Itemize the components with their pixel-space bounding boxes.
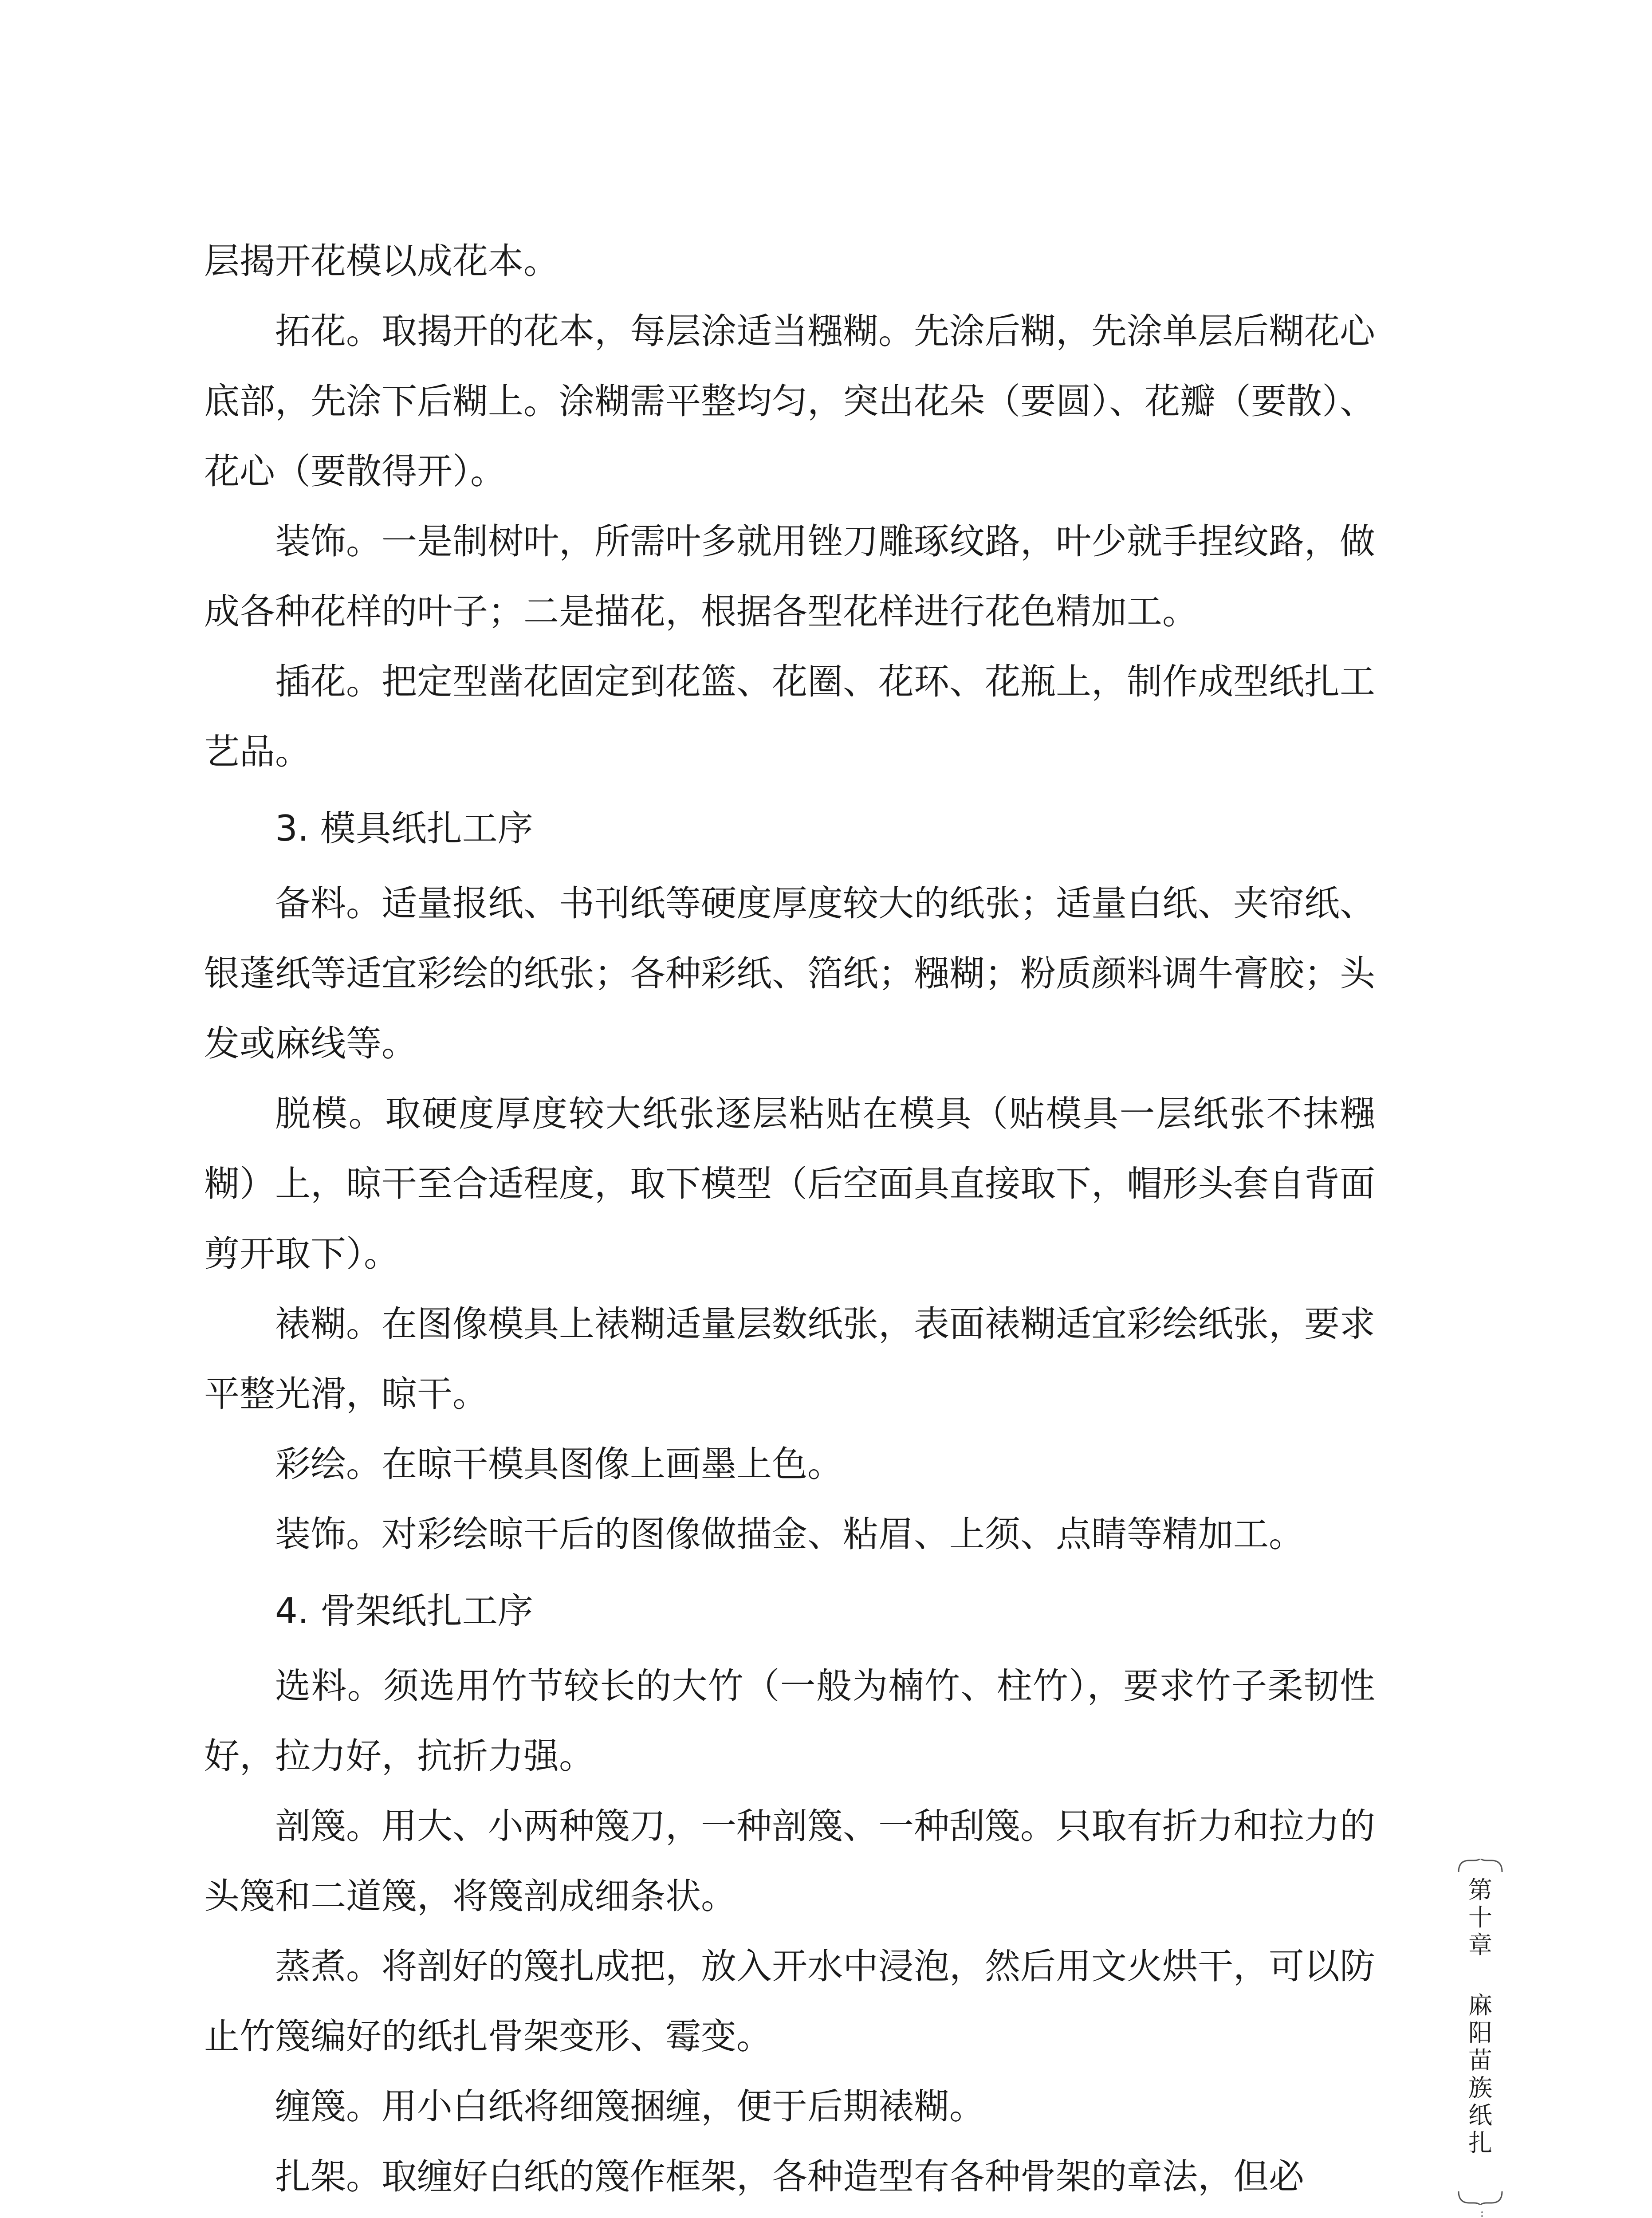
paragraph: 彩绘。在晾干模具图像上画墨上色。 (275, 1443, 843, 1485)
chapter-char: 章 (1468, 1931, 1492, 1959)
divider-line (1481, 2211, 1483, 2218)
section-heading: 3. 模具纸扎工序 (275, 808, 533, 849)
chapter-title-char: 阳 (1468, 2019, 1492, 2047)
chapter-char: 第 (1468, 1876, 1492, 1904)
chapter-title-char: 扎 (1468, 2129, 1492, 2157)
paragraph: 装饰。一是制树叶，所需叶多就用锉刀雕琢纹路，叶少就手捏纹路，做成各种花样的叶子；二是描花，根据各型花样进行花色精加工。 (204, 521, 1375, 632)
chapter-title-char: 麻 (1468, 1991, 1492, 2019)
chapter-number (1456, 1876, 1505, 1959)
paragraph: 拓花。取揭开的花本，每层涂适当糨糊。先涂后糊，先涂单层后糊花心底部，先涂下后糊上。涂糊需平整均匀，突出花朵（要圆）、花瓣（要散）、花心（要散得开）。 (204, 311, 1375, 492)
chapter-title-char: 苗 (1468, 2046, 1492, 2074)
chapter-char: 十 (1468, 1903, 1492, 1931)
paragraph: 脱模。取硬度厚度较大纸张逐层粘贴在模具（贴模具一层纸张不抹糨糊）上，晾干至合适程度，取下模型（后空面具直接取下，帽形头套自背面剪开取下）。 (204, 1093, 1375, 1274)
chapter-title-char: 纸 (1468, 2101, 1492, 2129)
chapter-side-tab (1456, 1859, 1505, 2205)
paragraph: 备料。适量报纸、书刊纸等硬度厚度较大的纸张；适量白纸、夹帘纸、银蓬纸等适宜彩绘的纸张；各种彩纸、箔纸；糨糊；粉质颜料调牛膏胶；头发或麻线等。 (204, 883, 1375, 1064)
paragraph: 扎架。取缠好白纸的篾作框架，各种造型有各种骨架的章法，但必 (275, 2156, 1304, 2197)
paragraph: 缠篾。用小白纸将细篾捆缠，便于后期裱糊。 (275, 2086, 985, 2127)
paragraph: 选料。须选用竹节较长的大竹（一般为楠竹、柱竹），要求竹子柔韧性好，拉力好，抗折力强。 (204, 1665, 1375, 1777)
chapter-title-char: 族 (1468, 2074, 1492, 2102)
chapter-title (1456, 1992, 1505, 2157)
paragraph: 蒸煮。将剖好的篾扎成把，放入开水中浸泡，然后用文火烘干，可以防止竹篾编好的纸扎骨架变形、霉变。 (204, 1946, 1375, 2057)
section-heading: 4. 骨架纸扎工序 (275, 1590, 533, 1632)
paragraph: 剖篾。用大、小两种篾刀，一种剖篾、一种刮篾。只取有折力和拉力的头篾和二道篾，将篾剖成细条状。 (204, 1805, 1375, 1917)
body-text (204, 226, 1375, 2212)
paragraph: 装饰。对彩绘晾干后的图像做描金、粘眉、上须、点睛等精加工。 (275, 1514, 1304, 1555)
paragraph: 插花。把定型凿花固定到花篮、花圈、花环、花瓶上，制作成型纸扎工艺品。 (204, 661, 1375, 772)
paragraph: 层揭开花模以成花本。 (204, 240, 559, 282)
paragraph: 裱糊。在图像模具上裱糊适量层数纸张，表面裱糊适宜彩绘纸张，要求平整光滑，晾干。 (204, 1303, 1375, 1415)
